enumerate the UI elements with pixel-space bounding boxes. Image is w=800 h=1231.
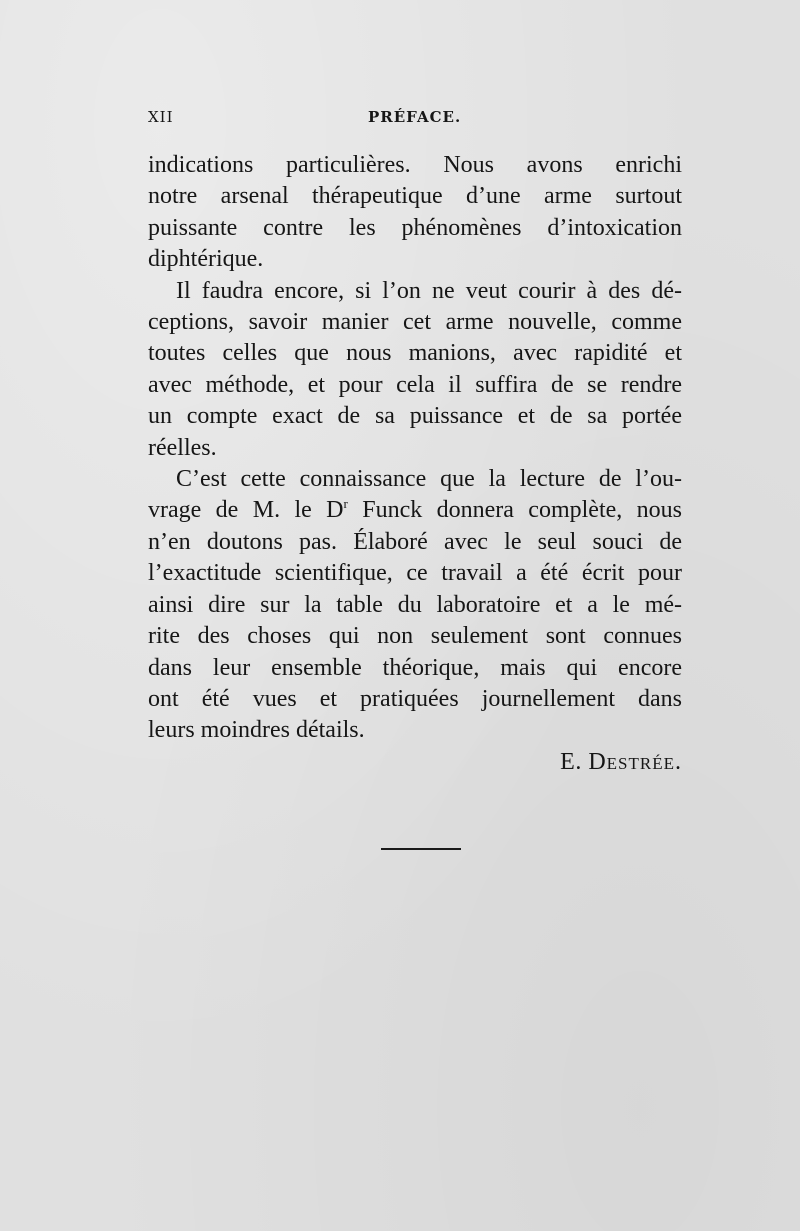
text-line: l’exactitude scientifique, ce travail a été écrit pour: [148, 560, 682, 587]
running-head: [148, 108, 680, 132]
text-line: indications particulières. Nous avons enrichi: [148, 152, 682, 178]
text-line: réelles.: [148, 434, 217, 461]
text-line: dans leur ensemble théorique, mais qui encore: [148, 654, 682, 681]
signature: [560, 749, 682, 776]
running-title: PRÉFACE.: [368, 108, 462, 126]
paragraph-1: [148, 150, 682, 276]
text-line: avec méthode, et pour cela il suffira de se rendre: [148, 371, 682, 398]
page-number: XII: [148, 108, 174, 126]
text-line: ceptions, savoir manier cet arme nouvelle, comme: [148, 309, 682, 336]
text-line: [148, 495, 682, 526]
body-text: [148, 150, 682, 747]
text-line: notre arsenal thérapeutique d’une arme surtout: [148, 183, 682, 210]
signature-surname: Destrée.: [588, 749, 682, 775]
text-line: C’est cette connaissance que la lecture de l’ou-: [176, 466, 682, 493]
text-line: leurs moindres détails.: [148, 717, 365, 744]
text-line: ont été vues et pratiquées journellement dans: [148, 685, 682, 712]
text-line: un compte exact de sa puissance et de sa portée: [148, 403, 682, 430]
paragraph-2: [148, 276, 682, 464]
text-line: ainsi dire sur la table du laboratoire et a le mé-: [148, 591, 682, 618]
paragraph-3: [148, 464, 682, 747]
text-line: toutes celles que nous manions, avec rapidité et: [148, 340, 682, 367]
text-fragment: vrage de M. le D: [148, 497, 344, 524]
text-line: puissante contre les phénomènes d’intoxication: [148, 214, 682, 241]
text-fragment: Funck donnera complète, nous: [347, 497, 682, 524]
text-line: Il faudra encore, si l’on ne veut courir à des dé-: [176, 277, 682, 304]
text-line: rite des choses qui non seulement sont connues: [148, 623, 682, 650]
signature-initial: E.: [560, 749, 582, 775]
text-line: n’en doutons pas. Élaboré avec le seul souci de: [148, 528, 682, 555]
superscript: r: [343, 496, 348, 512]
text-line: diphtérique.: [148, 246, 264, 273]
end-rule: [381, 848, 461, 850]
